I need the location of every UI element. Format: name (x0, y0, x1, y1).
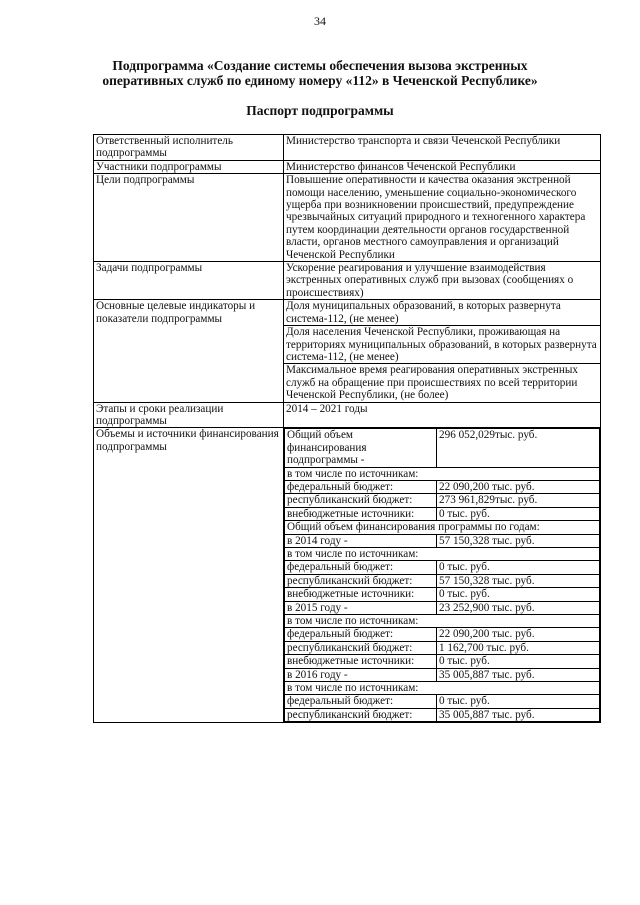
indicators-label: Основные целевые индикаторы и показатели подпрограммы (94, 300, 284, 402)
row-indicator-1 (94, 300, 601, 326)
funding-extra-row (285, 507, 600, 520)
year-2015-sources-row (285, 615, 600, 628)
year-2016-sources-row (285, 682, 600, 695)
title-line-1: Подпрограмма «Создание системы обеспечения вызова экстренных (112, 58, 528, 73)
stages-value: 2014 – 2021 годы (284, 402, 601, 428)
row-funding (94, 428, 601, 723)
goals-label: Цели подпрограммы (94, 174, 284, 262)
year-2015-sources: в том числе по источникам: (285, 615, 600, 628)
tasks-label: Задачи подпрограммы (94, 262, 284, 300)
year-2014-row (285, 534, 600, 547)
funding-federal-label: федеральный бюджет: (285, 480, 437, 493)
funding-sources-heading: в том числе по источникам: (285, 467, 600, 480)
funding-table (284, 428, 600, 722)
year-2016-sources: в том числе по источникам: (285, 682, 600, 695)
funding-federal-value: 22 090,200 тыс. руб. (437, 480, 600, 493)
year-2016-label: в 2016 году - (285, 668, 437, 681)
funding-extra-label: внебюджетные источники: (285, 507, 437, 520)
year-2016-row (285, 668, 600, 681)
funding-cell (284, 428, 601, 723)
passport-table (93, 134, 601, 723)
indicator-item: Доля муниципальных образований, в которых развернута система-112, (не менее) (284, 300, 601, 326)
funding-republic-value: 273 961,829тыс. руб. (437, 494, 600, 507)
year-2014-extra-row (285, 588, 600, 601)
tasks-value: Ускорение реагирования и улучшение взаимодействия экстренных оперативных служб при вызовах (сообщениях о происшествиях) (284, 262, 601, 300)
funding-total-value: 296 052,029тыс. руб. (437, 429, 600, 467)
year-2015-republic-row (285, 641, 600, 654)
year-2014-label: в 2014 году - (285, 534, 437, 547)
year-2016-republic-label: республиканский бюджет: (285, 708, 437, 721)
year-2016-federal-value: 0 тыс. руб. (437, 695, 600, 708)
row-participants (94, 160, 601, 173)
participants-value: Министерство финансов Чеченской Республики (284, 160, 601, 173)
goals-value: Повышение оперативности и качества оказания экстренной помощи населению, уменьшение социально-экономического ущерба при возникновении происшествий, предупреждение чрезвычайных ситуаций природного и техногенного характера путем координации деятельности органов государственной власти, органов местного самоуправления и организаций Чеченской Республики (284, 174, 601, 262)
year-2016-federal-row (285, 695, 600, 708)
funding-total-label: Общий объем финансирования подпрограммы - (285, 429, 437, 467)
year-2014-value: 57 150,328 тыс. руб. (437, 534, 600, 547)
executor-value: Министерство транспорта и связи Чеченской Республики (284, 135, 601, 161)
year-2016-value: 35 005,887 тыс. руб. (437, 668, 600, 681)
year-2015-label: в 2015 году - (285, 601, 437, 614)
year-2015-republic-value: 1 162,700 тыс. руб. (437, 641, 600, 654)
year-2015-value: 23 252,900 тыс. руб. (437, 601, 600, 614)
stages-label: Этапы и сроки реализации подпрограммы (94, 402, 284, 428)
document-title (70, 58, 570, 88)
year-2014-sources: в том числе по источникам: (285, 548, 600, 561)
year-2014-republic-label: республиканский бюджет: (285, 574, 437, 587)
funding-by-years-heading: Общий объем финансирования программы по годам: (285, 521, 600, 534)
row-executor (94, 135, 601, 161)
funding-extra-value: 0 тыс. руб. (437, 507, 600, 520)
year-2015-republic-label: республиканский бюджет: (285, 641, 437, 654)
title-line-2: оперативных служб по единому номеру «112» в Чеченской Республике» (102, 73, 538, 88)
year-2016-republic-value: 35 005,887 тыс. руб. (437, 708, 600, 721)
funding-total-row (285, 429, 600, 467)
row-stages (94, 402, 601, 428)
row-tasks (94, 262, 601, 300)
participants-label: Участники подпрограммы (94, 160, 284, 173)
year-2015-extra-row (285, 655, 600, 668)
year-2014-extra-value: 0 тыс. руб. (437, 588, 600, 601)
year-2014-federal-row (285, 561, 600, 574)
indicator-item: Доля населения Чеченской Республики, проживающая на территориях муниципальных образований, в которых развернута система-112, (не менее) (284, 326, 601, 364)
funding-republic-row (285, 494, 600, 507)
funding-by-years-heading-row (285, 521, 600, 534)
year-2014-republic-value: 57 150,328 тыс. руб. (437, 574, 600, 587)
row-goals (94, 174, 601, 262)
year-2015-extra-value: 0 тыс. руб. (437, 655, 600, 668)
indicator-item: Максимальное время реагирования оперативных экстренных служб на обращение при происшествиях по всей территории Чеченской Республики, (не более) (284, 364, 601, 402)
executor-label: Ответственный исполнитель подпрограммы (94, 135, 284, 161)
year-2014-federal-value: 0 тыс. руб. (437, 561, 600, 574)
page-number: 34 (314, 14, 326, 28)
funding-label: Объемы и источники финансирования подпрограммы (94, 428, 284, 723)
year-2015-federal-label: федеральный бюджет: (285, 628, 437, 641)
year-2015-row (285, 601, 600, 614)
funding-republic-label: республиканский бюджет: (285, 494, 437, 507)
year-2014-sources-row (285, 548, 600, 561)
year-2016-republic-row (285, 708, 600, 721)
year-2014-federal-label: федеральный бюджет: (285, 561, 437, 574)
year-2015-federal-row (285, 628, 600, 641)
passport-heading: Паспорт подпрограммы (246, 103, 394, 118)
year-2014-extra-label: внебюджетные источники: (285, 588, 437, 601)
year-2015-extra-label: внебюджетные источники: (285, 655, 437, 668)
funding-sources-heading-row (285, 467, 600, 480)
funding-federal-row (285, 480, 600, 493)
year-2016-federal-label: федеральный бюджет: (285, 695, 437, 708)
year-2014-republic-row (285, 574, 600, 587)
year-2015-federal-value: 22 090,200 тыс. руб. (437, 628, 600, 641)
